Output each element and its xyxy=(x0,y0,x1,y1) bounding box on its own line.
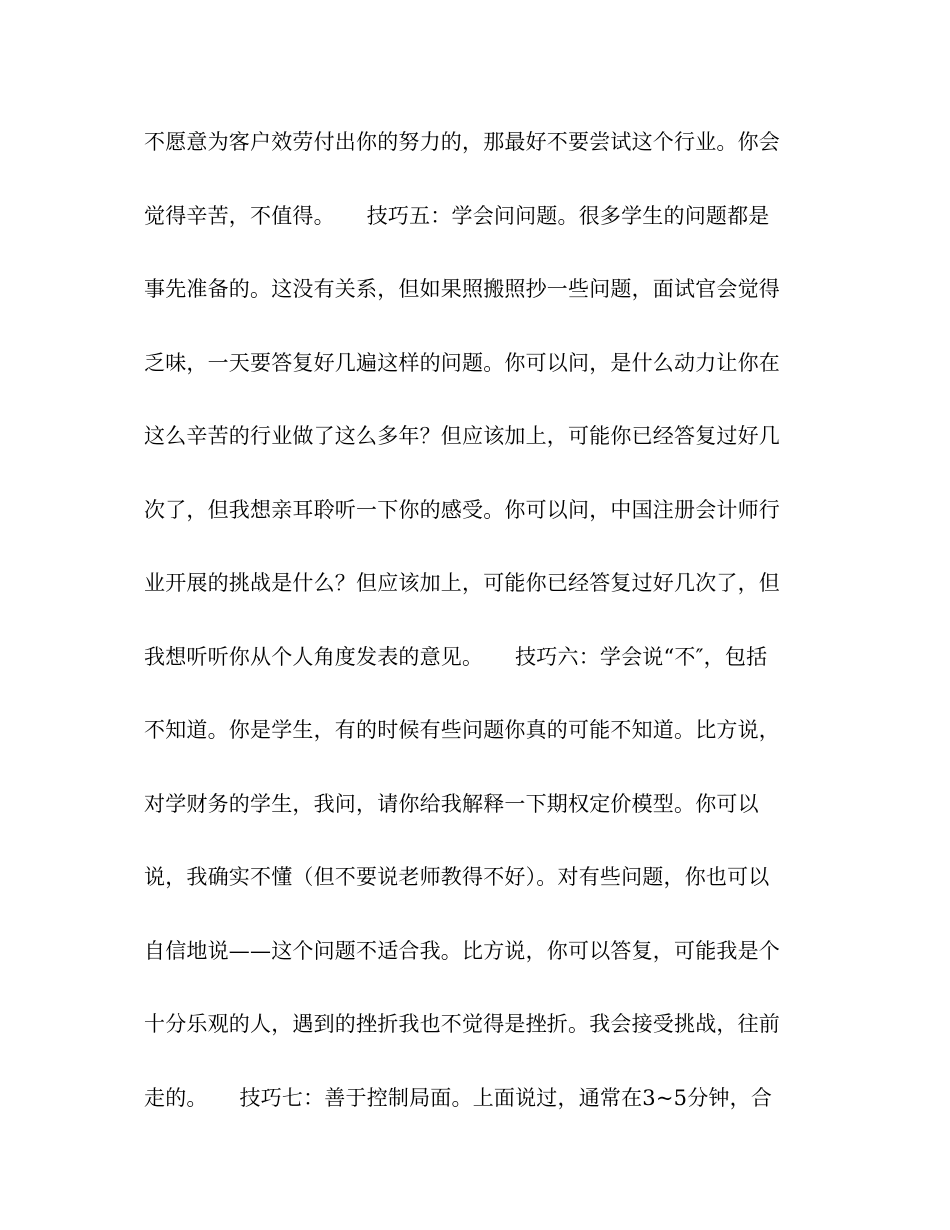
text-line-6: 次了，但我想亲耳聆听一下你的感受。你可以问，中国注册会计师行 xyxy=(144,497,780,522)
text-line-8: 我想听听你从个人角度发表的意见。 技巧六：学会说“不″，包括 xyxy=(144,644,768,669)
text-line-11: 说，我确实不懂（但不要说老师教得不好）。对有些问题，你也可以 xyxy=(144,865,770,889)
text-line-3: 事先准备的。这没有关系，但如果照搬照抄一些问题，面试官会觉得 xyxy=(144,277,780,301)
text-line-12: 自信地说——这个问题不适合我。比方说，你可以答复，可能我是个 xyxy=(144,938,780,963)
text-line-10: 对学财务的学生，我问，请你给我解释一下期权定价模型。你可以 xyxy=(144,791,759,816)
text-line-9: 不知道。你是学生，有的时候有些问题你真的可能不知道。比方说， xyxy=(144,718,780,742)
text-line-14: 走的。 技巧七：善于控制局面。上面说过，通常在3~5分钟，合 xyxy=(144,1085,773,1110)
text-line-4: 乏味，一天要答复好几遍这样的问题。你可以问，是什么动力让你在 xyxy=(144,350,780,375)
text-line-2: 觉得辛苦，不值得。 技巧五：学会问问题。很多学生的问题都是 xyxy=(144,203,770,228)
text-line-7: 业开展的挑战是什么？但应该加上，可能你已经答复过好几次了，但 xyxy=(144,571,780,595)
text-line-1: 不愿意为客户效劳付出你的努力的，那最好不要尝试这个行业。你会 xyxy=(144,130,780,154)
text-line-13: 十分乐观的人，遇到的挫折我也不觉得是挫折。我会接受挑战，往前 xyxy=(144,1012,780,1036)
body-text xyxy=(144,122,824,1151)
text-line-5: 这么辛苦的行业做了这么多年？但应该加上，可能你已经答复过好几 xyxy=(144,424,780,448)
